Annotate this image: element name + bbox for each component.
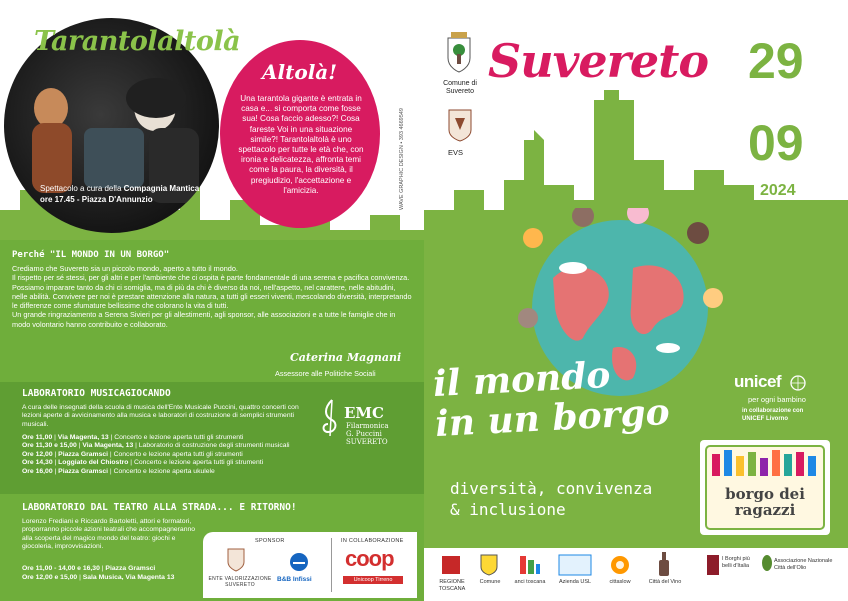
unicef-globe-icon bbox=[790, 375, 806, 391]
schedule-row: Ore 16,00 | Piazza Gramsci | Concerto e lezione aperta ukulele bbox=[22, 467, 215, 475]
why-section bbox=[12, 250, 412, 329]
logo-label: cittaslow bbox=[609, 579, 631, 585]
bb-infissi-icon bbox=[289, 552, 309, 572]
music-lab-desc: A cura delle insegnati della scuola di musica dell'Ente Musicale Puccini, quattro concerti con lezioni aperte di avvicinamento alla musica e laboratori di costruzione di semplici strumenti musicali. bbox=[22, 404, 299, 428]
why-paragraph-2: Il rispetto per sé stessi, per gli altri e per l'ambiente che ci ospita è parte fondamentale di una serena e pacifica convivenza. Possiamo imparare tanto da chi ci somiglia, ma di più da chi è diverso da noi, nell'aspetto, nel carattere, nelle abitudini, nelle abilità. Convivere per noi è prestare attenzione alla natura, a tutti gli esseri viventi, mescolando diversità, interpretando le differenze come sfumature bellissime che colorano la vita di tutti. bbox=[12, 273, 412, 311]
logo-label: I Borghi più belli d'Italia bbox=[722, 556, 750, 569]
music-lab-title: LABORATORIO MUSICAGIOCANDO bbox=[22, 388, 171, 399]
unicef-name: unicef bbox=[734, 372, 782, 391]
sponsor-label: SPONSOR bbox=[255, 538, 285, 544]
signature-role: Assessore alle Politiche Sociali bbox=[275, 369, 376, 378]
wine-bottle-icon bbox=[658, 552, 670, 576]
why-title: Perché "IL MONDO IN UN BORGO" bbox=[12, 250, 170, 260]
theatre-lab-desc: Lorenzo Frediani e Riccardo Bartoletti, attori e formatori, proporranno piccole azioni teatrali che accompagneranno alla scoperta del magico mondo del teatro: giochi e giocoleria, improvvisazioni. bbox=[22, 518, 196, 550]
schedule-row: Ore 11,30 e 15,00 | Via Magenta, 13 | Laboratorio di costruzione degli strumenti musicali bbox=[22, 442, 290, 450]
logo-label: anci toscana bbox=[514, 579, 546, 585]
ente-name: ENTE VALORIZZAZIONE SUVERETO bbox=[208, 576, 272, 588]
show-title: Tarantolaltolà bbox=[34, 26, 241, 57]
subtitle bbox=[450, 478, 652, 520]
why-paragraph-1: Crediamo che Suvereto sia un piccolo mondo, aperto a tutto il mondo. bbox=[12, 264, 238, 273]
logo-label: Città del Vino bbox=[648, 579, 682, 585]
schedule-row: Ore 11,00 | Via Magenta, 13 | Concerto e lezione aperta tutti gli strumenti bbox=[22, 434, 244, 441]
schedule-row: Ore 12,00 e 15,00 | Sala Musica, Via Magenta 13 bbox=[22, 573, 175, 581]
borghi-icon bbox=[706, 554, 720, 576]
evs-crest-icon bbox=[447, 108, 473, 142]
subtitle-line-1: diversità, convivenza bbox=[450, 479, 653, 498]
comune-label: Comune di Suvereto bbox=[443, 80, 477, 95]
why-paragraph-3: Un grande ringraziamento a Serena Sivieri per gli allestimenti, agli sponsor, alle associazioni e a tutte le famiglie che in modo volontario hanno contribuito e collaborato. bbox=[12, 310, 396, 329]
caption-company: Compagnia Mantica bbox=[123, 184, 200, 193]
date-year: 2024 bbox=[760, 182, 796, 199]
unicef-tagline: per ogni bambino bbox=[748, 395, 806, 404]
borgo-ragazzi-logo bbox=[700, 440, 830, 535]
caption-time-place: ore 17.45 - Piazza D'Annunzio bbox=[40, 195, 153, 204]
sponsor-divider bbox=[331, 538, 332, 592]
regione-toscana-icon bbox=[440, 554, 462, 576]
evs-label: EVS bbox=[448, 148, 464, 157]
design-credit: WAVE GRAPHIC DESIGN • 393 4669549 bbox=[399, 108, 405, 210]
comune-crest-small-icon bbox=[480, 554, 498, 576]
unicef-logo bbox=[734, 372, 806, 392]
altola-title: Altolà! bbox=[262, 60, 338, 84]
institutional-logos bbox=[424, 548, 848, 601]
altola-text: Una tarantola gigante è entrata in casa e... si comporta come fosse sua! Cosa faccio adesso?! Cosa fareste Voi in una situazione simile?! Tarantolaltolà è uno spettacolo per tutte le età che, con ironia e delicatezza, affronta temi come la paura, la diversità, il pregiudizio, l'accettazione e l'amicizia. bbox=[238, 94, 364, 195]
music-lab-schedule bbox=[22, 434, 332, 476]
show-caption bbox=[40, 183, 210, 205]
comune-crest bbox=[446, 30, 472, 74]
theatre-lab-schedule bbox=[22, 565, 222, 582]
schedule-row: Ore 11,00 - 14,00 e 16,30 | Piazza Gramsci bbox=[22, 565, 156, 572]
coop-logo: coop bbox=[345, 546, 394, 571]
sponsor-box bbox=[203, 532, 417, 598]
anci-icon bbox=[518, 554, 542, 576]
unicef-collab: in collaborazione con UNICEF Livorno bbox=[742, 408, 804, 422]
logo-label: Associazione Nazionale Città dell'Olio bbox=[774, 558, 833, 571]
signature: Caterina Magnani bbox=[290, 351, 402, 364]
coop-sub: Unicoop Tirreno bbox=[343, 576, 403, 584]
collab-label: IN COLLABORAZIONE bbox=[341, 538, 404, 544]
bb-name: B&B Infissi bbox=[277, 576, 312, 583]
snail-icon bbox=[608, 554, 632, 576]
logo-label: Azienda USL bbox=[558, 579, 592, 585]
main-title-line-1: il mondo bbox=[432, 353, 612, 406]
subtitle-line-2: & inclusione bbox=[450, 500, 566, 519]
evs-crest bbox=[447, 108, 473, 142]
treble-clef-icon bbox=[318, 398, 344, 438]
borgo-logo-text: borgo dei ragazzi bbox=[725, 485, 805, 519]
emc-logo bbox=[318, 398, 398, 450]
logo-label: Comune bbox=[479, 579, 501, 585]
schedule-row: Ore 12,00 | Piazza Gramsci | Concerto e lezione aperta tutti gli strumenti bbox=[22, 450, 243, 458]
date-month: 09 bbox=[748, 115, 804, 171]
why-text bbox=[12, 264, 412, 329]
olive-icon bbox=[760, 554, 774, 572]
ente-crest-icon bbox=[227, 548, 245, 572]
main-title-line-2: in un borgo bbox=[434, 390, 671, 446]
emc-name: EMC bbox=[344, 404, 384, 422]
main-title bbox=[432, 352, 670, 444]
theatre-lab-title: LABORATORIO DAL TEATRO ALLA STRADA... E RITORNO! bbox=[22, 502, 297, 513]
comune-crest-icon bbox=[446, 30, 472, 74]
logo-label: REGIONE TOSCANA bbox=[438, 579, 466, 592]
usl-icon bbox=[558, 554, 592, 576]
town-title: Suvereto bbox=[488, 34, 709, 88]
emc-sub: Filarmonica G. Puccini SUVERETO bbox=[346, 422, 389, 446]
schedule-row: Ore 14,30 | Loggiato del Chiostro | Concerto e lezione aperta tutti gli strumenti bbox=[22, 459, 264, 467]
caption-intro: Spettacolo a cura della bbox=[40, 184, 122, 193]
date-day: 29 bbox=[748, 33, 804, 89]
